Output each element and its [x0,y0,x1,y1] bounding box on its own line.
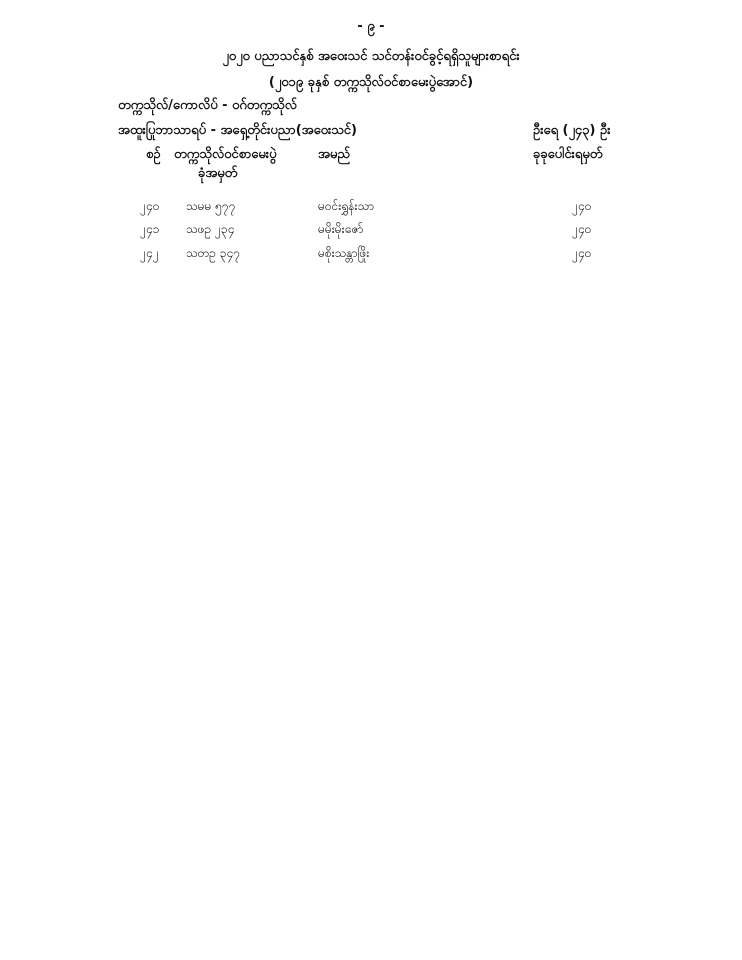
specialization-heading: အထူးပြုဘာသာရပ် - အရှေ့တိုင်းပညာ(အဝေးသင်) [118,123,357,138]
column-header-name: အမည် [318,147,350,162]
table-row [0,223,742,243]
page-number: - ၉ - [357,19,385,34]
department-line: တက္ကသိုလ်/ကောလိပ် - ဝဂ်တက္ကသိုလ် [118,98,297,113]
total-score: ၂၄၀ [572,246,592,260]
student-name: မဝင်းရွှန်းသာ [318,199,374,213]
row-number: ၂၄၂ [140,246,159,260]
student-name: မစိုးသန္တာဖြိုး [318,246,370,260]
table-row [0,247,742,267]
document-title: ၂၀၂၀ ပညာသင်နှစ် အဝေးသင် သင်တန်းဝင်ခွင့်ရရှိသူများစာရင်း [222,49,520,64]
column-header-no: စဉ် [146,147,161,162]
row-number: ၂၄၁ [140,222,160,236]
total-count-heading: ဦးရေ (၂၄၃) ဦး [533,123,611,138]
column-header-score: ခုခုပေါင်းရမှတ် [533,147,603,162]
roll-number: သဖဥ ၂၃၄ [186,222,235,236]
column-header-roll-line2: ခုံအမှတ် [198,166,238,181]
roll-number: သမမ ၅၇၇ [186,199,236,213]
column-header-roll: တက္ကသိုလ်ဝင်စာမေးပွဲ [174,147,277,162]
row-number: ၂၄၀ [140,199,160,213]
total-score: ၂၄၀ [572,199,592,213]
table-row [0,200,742,220]
total-score: ၂၄၀ [572,222,592,236]
student-name: မမိုးမိုးဇော် [318,222,364,236]
document-subtitle: (၂၀၁၉ ခုနှစ် တက္ကသိုလ်ဝင်စာမေးပွဲအောင်) [268,75,474,90]
roll-number: သတဥ ၃၄၇ [186,246,241,260]
